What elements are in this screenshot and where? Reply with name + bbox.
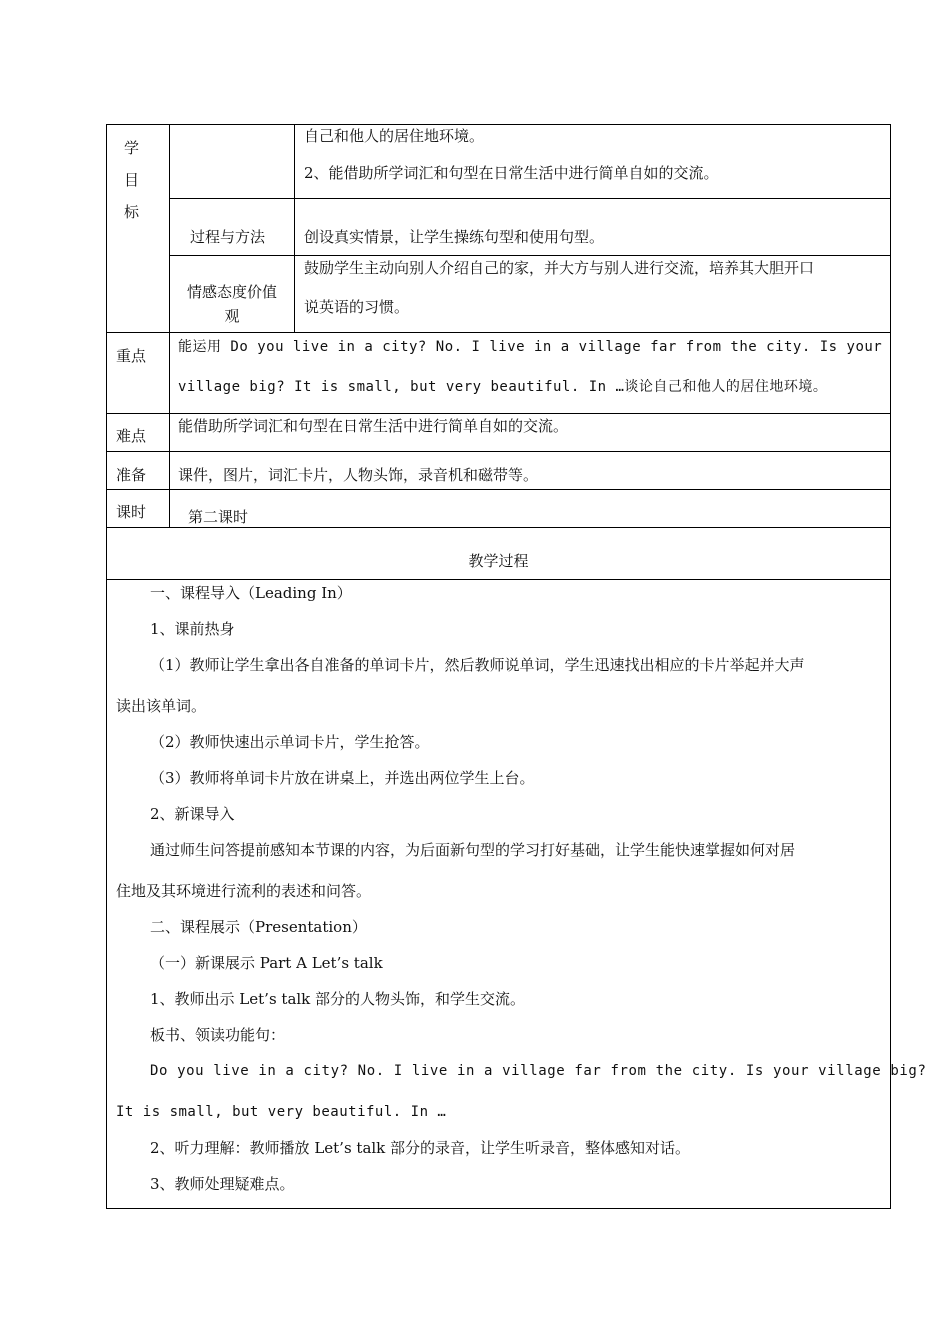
objective-attitude-line-1: 鼓励学生主动向别人介绍自己的家，并大方与别人进行交流，培养其大胆开口	[304, 259, 815, 277]
difficulties-label: 难点	[116, 427, 147, 445]
difficulties-text: 能借助所学词汇和句型在日常生活中进行简单自如的交流。	[178, 417, 569, 435]
row-divider-preparation	[106, 451, 891, 452]
process-line: （一）新课展示 Part A Let’s talk	[150, 954, 383, 972]
process-line: 一、课程导入（Leading In）	[150, 584, 352, 602]
row-divider-process-body	[106, 579, 891, 580]
process-title: 教学过程	[468, 552, 529, 570]
objective-attitude-label-line-1: 情感态度价值	[186, 283, 277, 301]
objectives-side-label-3: 标	[124, 203, 140, 221]
label-col-divider	[169, 332, 170, 528]
process-line: （3）教师将单词卡片放在讲桌上，并选出两位学生上台。	[150, 769, 535, 787]
key-points-label: 重点	[116, 347, 147, 365]
objectives-row-divider-2	[169, 255, 891, 256]
process-line: （1）教师让学生拿出各自准备的单词卡片，然后教师说单词，学生迅速找出相应的卡片举起并大声	[150, 656, 805, 674]
process-line: 板书、领读功能句：	[150, 1026, 286, 1044]
row-divider-process-title	[106, 527, 891, 528]
process-line: （2）教师快速出示单词卡片，学生抢答。	[150, 733, 430, 751]
process-line: Do you live in a city? No. I live in a village far from the city. Is your village big?	[150, 1063, 927, 1079]
row-divider-difficulty	[106, 413, 891, 414]
table-border-left	[106, 124, 107, 1209]
objective-knowledge-line-1: 自己和他人的居住地环境。	[304, 127, 485, 145]
row-divider-period	[106, 489, 891, 490]
objective-attitude-line-2: 说英语的习惯。	[304, 298, 410, 316]
process-line: 1、课前热身	[150, 620, 235, 638]
process-line: 通过师生问答提前感知本节课的内容，为后面新句型的学习打好基础，让学生能快速掌握如何对居	[150, 841, 796, 859]
objective-knowledge-line-2: 2、能借助所学词汇和句型在日常生活中进行简单自如的交流。	[304, 164, 719, 182]
process-line: 2、新课导入	[150, 805, 235, 823]
process-line: 读出该单词。	[116, 697, 207, 715]
process-line: 3、教师处理疑难点。	[150, 1175, 295, 1193]
key-points-line-2: village big? It is small, but very beautiful. In …谈论自己和他人的居住地环境。	[178, 379, 828, 395]
objectives-side-label-1: 学	[124, 139, 140, 157]
process-line: 1、教师出示 Let’s talk 部分的人物头饰，和学生交流。	[150, 990, 526, 1008]
table-border-bottom	[106, 1208, 891, 1209]
objectives-col-divider-2	[294, 124, 295, 332]
objectives-row-divider-1	[169, 198, 891, 199]
process-line: 住地及其环境进行流利的表述和问答。	[116, 882, 372, 900]
row-divider-key	[106, 332, 891, 333]
lesson-period-text: 第二课时	[188, 508, 249, 526]
preparation-text: 课件，图片，词汇卡片，人物头饰，录音机和磁带等。	[178, 466, 539, 484]
process-line: 二、课程展示（Presentation）	[150, 918, 367, 936]
objectives-side-label-2: 目	[124, 171, 140, 189]
lesson-period-label: 课时	[116, 503, 147, 521]
process-line: It is small, but very beautiful. In …	[116, 1104, 447, 1120]
objective-process-label: 过程与方法	[190, 228, 266, 246]
table-border-top	[106, 124, 891, 125]
table-border-right	[890, 124, 891, 1209]
objective-attitude-label-line-2: 观	[224, 307, 240, 325]
key-points-line-1: 能运用 Do you live in a city? No. I live in a village far from the city. Is your	[178, 339, 883, 355]
process-line: 2、听力理解：教师播放 Let’s talk 部分的录音，让学生听录音，整体感知对话。	[150, 1139, 691, 1157]
objective-process-text: 创设真实情景，让学生操练句型和使用句型。	[304, 228, 605, 246]
preparation-label: 准备	[116, 466, 147, 484]
